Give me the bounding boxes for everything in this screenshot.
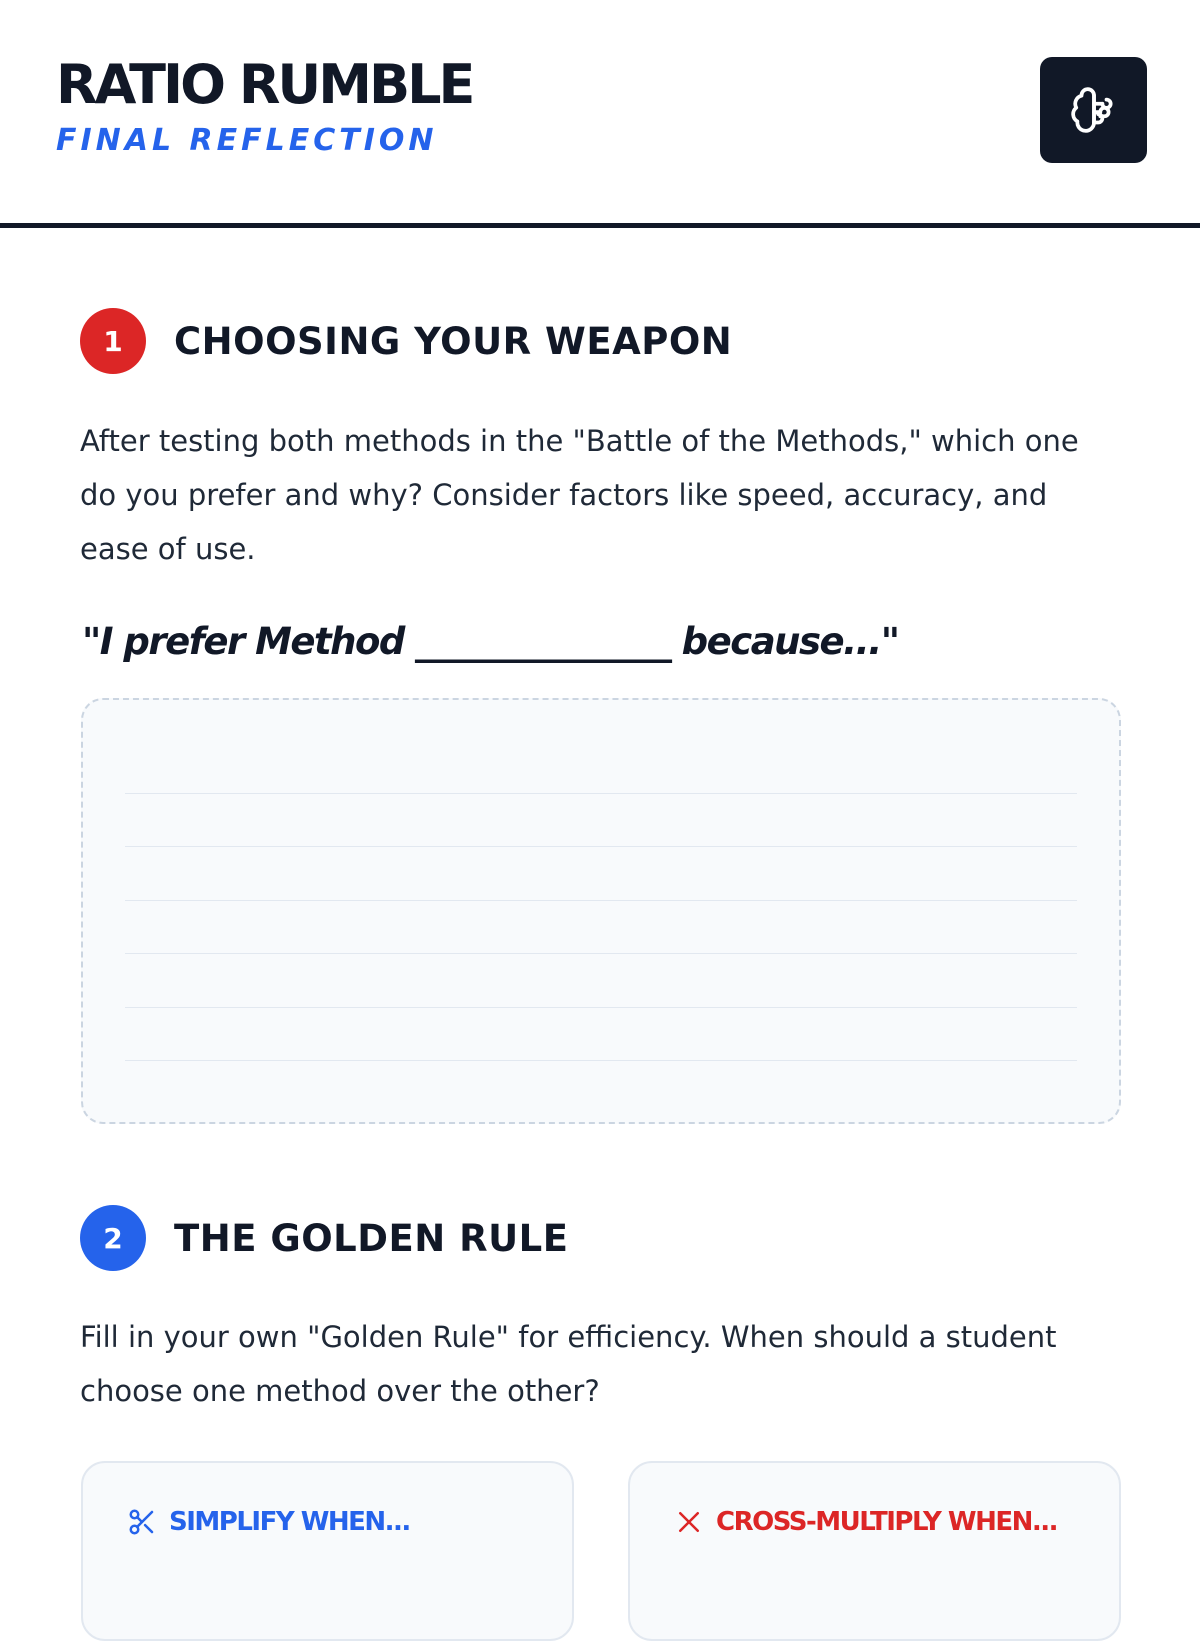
card-label: SIMPLIFY WHEN...: [169, 1507, 410, 1537]
section-number-badge: 1: [80, 308, 146, 374]
page-subtitle: FINAL REFLECTION: [56, 123, 438, 158]
writing-line: [125, 793, 1077, 794]
writing-line: [125, 953, 1077, 954]
section-title: THE GOLDEN RULE: [174, 1216, 569, 1260]
header: [0, 0, 1200, 228]
card-header: [127, 1507, 410, 1537]
card-label: CROSS-MULTIPLY WHEN...: [716, 1507, 1057, 1537]
scissors-icon: [127, 1507, 157, 1537]
section-1-instructions: After testing both methods in the "Battle of the Methods," which one do you prefer and why? Consider factors like speed, accuracy, and ease of use.: [80, 424, 1079, 566]
brain-button[interactable]: [1040, 57, 1147, 163]
writing-line: [125, 1007, 1077, 1008]
section-1-header: [80, 308, 732, 374]
brain-icon: [1069, 85, 1119, 135]
section-number-badge: 2: [80, 1205, 146, 1271]
x-icon: [674, 1507, 704, 1537]
writing-line: [125, 1060, 1077, 1061]
section-title: CHOOSING YOUR WEAPON: [174, 319, 733, 363]
writing-line: [125, 846, 1077, 847]
simplify-card[interactable]: [81, 1461, 574, 1641]
cross-multiply-card[interactable]: [628, 1461, 1121, 1641]
answer-box[interactable]: [81, 698, 1121, 1124]
card-header: [674, 1507, 1057, 1537]
section-2-instructions: Fill in your own "Golden Rule" for efficiency. When should a student choose one method over the other?: [80, 1320, 1057, 1408]
section-2-header: [80, 1205, 568, 1271]
sentence-starter: "I prefer Method _______________ because...": [82, 620, 899, 663]
page-title: RATIO RUMBLE: [56, 53, 473, 116]
writing-line: [125, 900, 1077, 901]
